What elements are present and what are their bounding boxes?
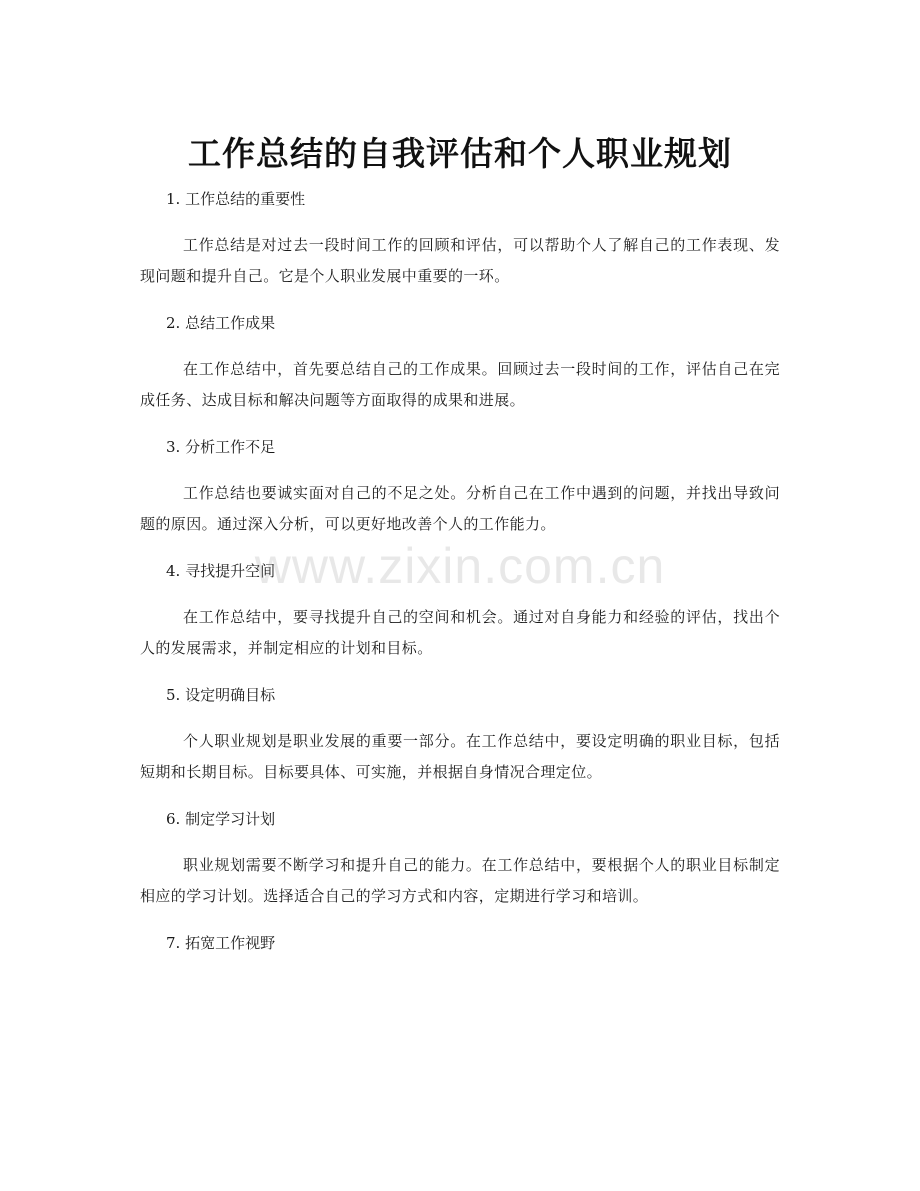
section-heading: 6. 制定学习计划 [166,810,276,828]
section-paragraph: 职业规划需要不断学习和提升自己的能力。在工作总结中，要根据个人的职业目标制定相应的学习计划。选择适合自己的学习方式和内容，定期进行学习和培训。 [140,856,780,905]
section-paragraph: 个人职业规划是职业发展的重要一部分。在工作总结中，要设定明确的职业目标，包括短期和长期目标。目标要具体、可实施，并根据自身情况合理定位。 [140,732,780,781]
section-5 [140,680,780,788]
section-heading: 2. 总结工作成果 [166,314,276,332]
section-6 [140,804,780,912]
watermark-text: www.zixin.com.cn [254,538,666,594]
section-heading: 5. 设定明确目标 [166,686,276,704]
section-1 [140,184,780,292]
section-2 [140,308,780,416]
section-paragraph: 工作总结也要诚实面对自己的不足之处。分析自己在工作中遇到的问题，并找出导致问题的原因。通过深入分析，可以更好地改善个人的工作能力。 [140,484,780,533]
section-heading: 7. 拓宽工作视野 [166,934,276,952]
document-title: 工作总结的自我评估和个人职业规划 [188,134,732,174]
section-heading: 1. 工作总结的重要性 [166,190,306,208]
section-list [140,184,780,959]
section-7 [140,928,780,959]
section-paragraph: 在工作总结中，要寻找提升自己的空间和机会。通过对自身能力和经验的评估，找出个人的发展需求，并制定相应的计划和目标。 [140,608,780,657]
section-heading: 3. 分析工作不足 [166,438,276,456]
section-heading: 4. 寻找提升空间 [166,562,276,580]
section-paragraph: 工作总结是对过去一段时间工作的回顾和评估，可以帮助个人了解自己的工作表现、发现问题和提升自己。它是个人职业发展中重要的一环。 [140,236,780,285]
section-paragraph: 在工作总结中，首先要总结自己的工作成果。回顾过去一段时间的工作，评估自己在完成任务、达成目标和解决问题等方面取得的成果和进展。 [140,360,780,409]
section-4 [140,556,780,664]
section-3 [140,432,780,540]
